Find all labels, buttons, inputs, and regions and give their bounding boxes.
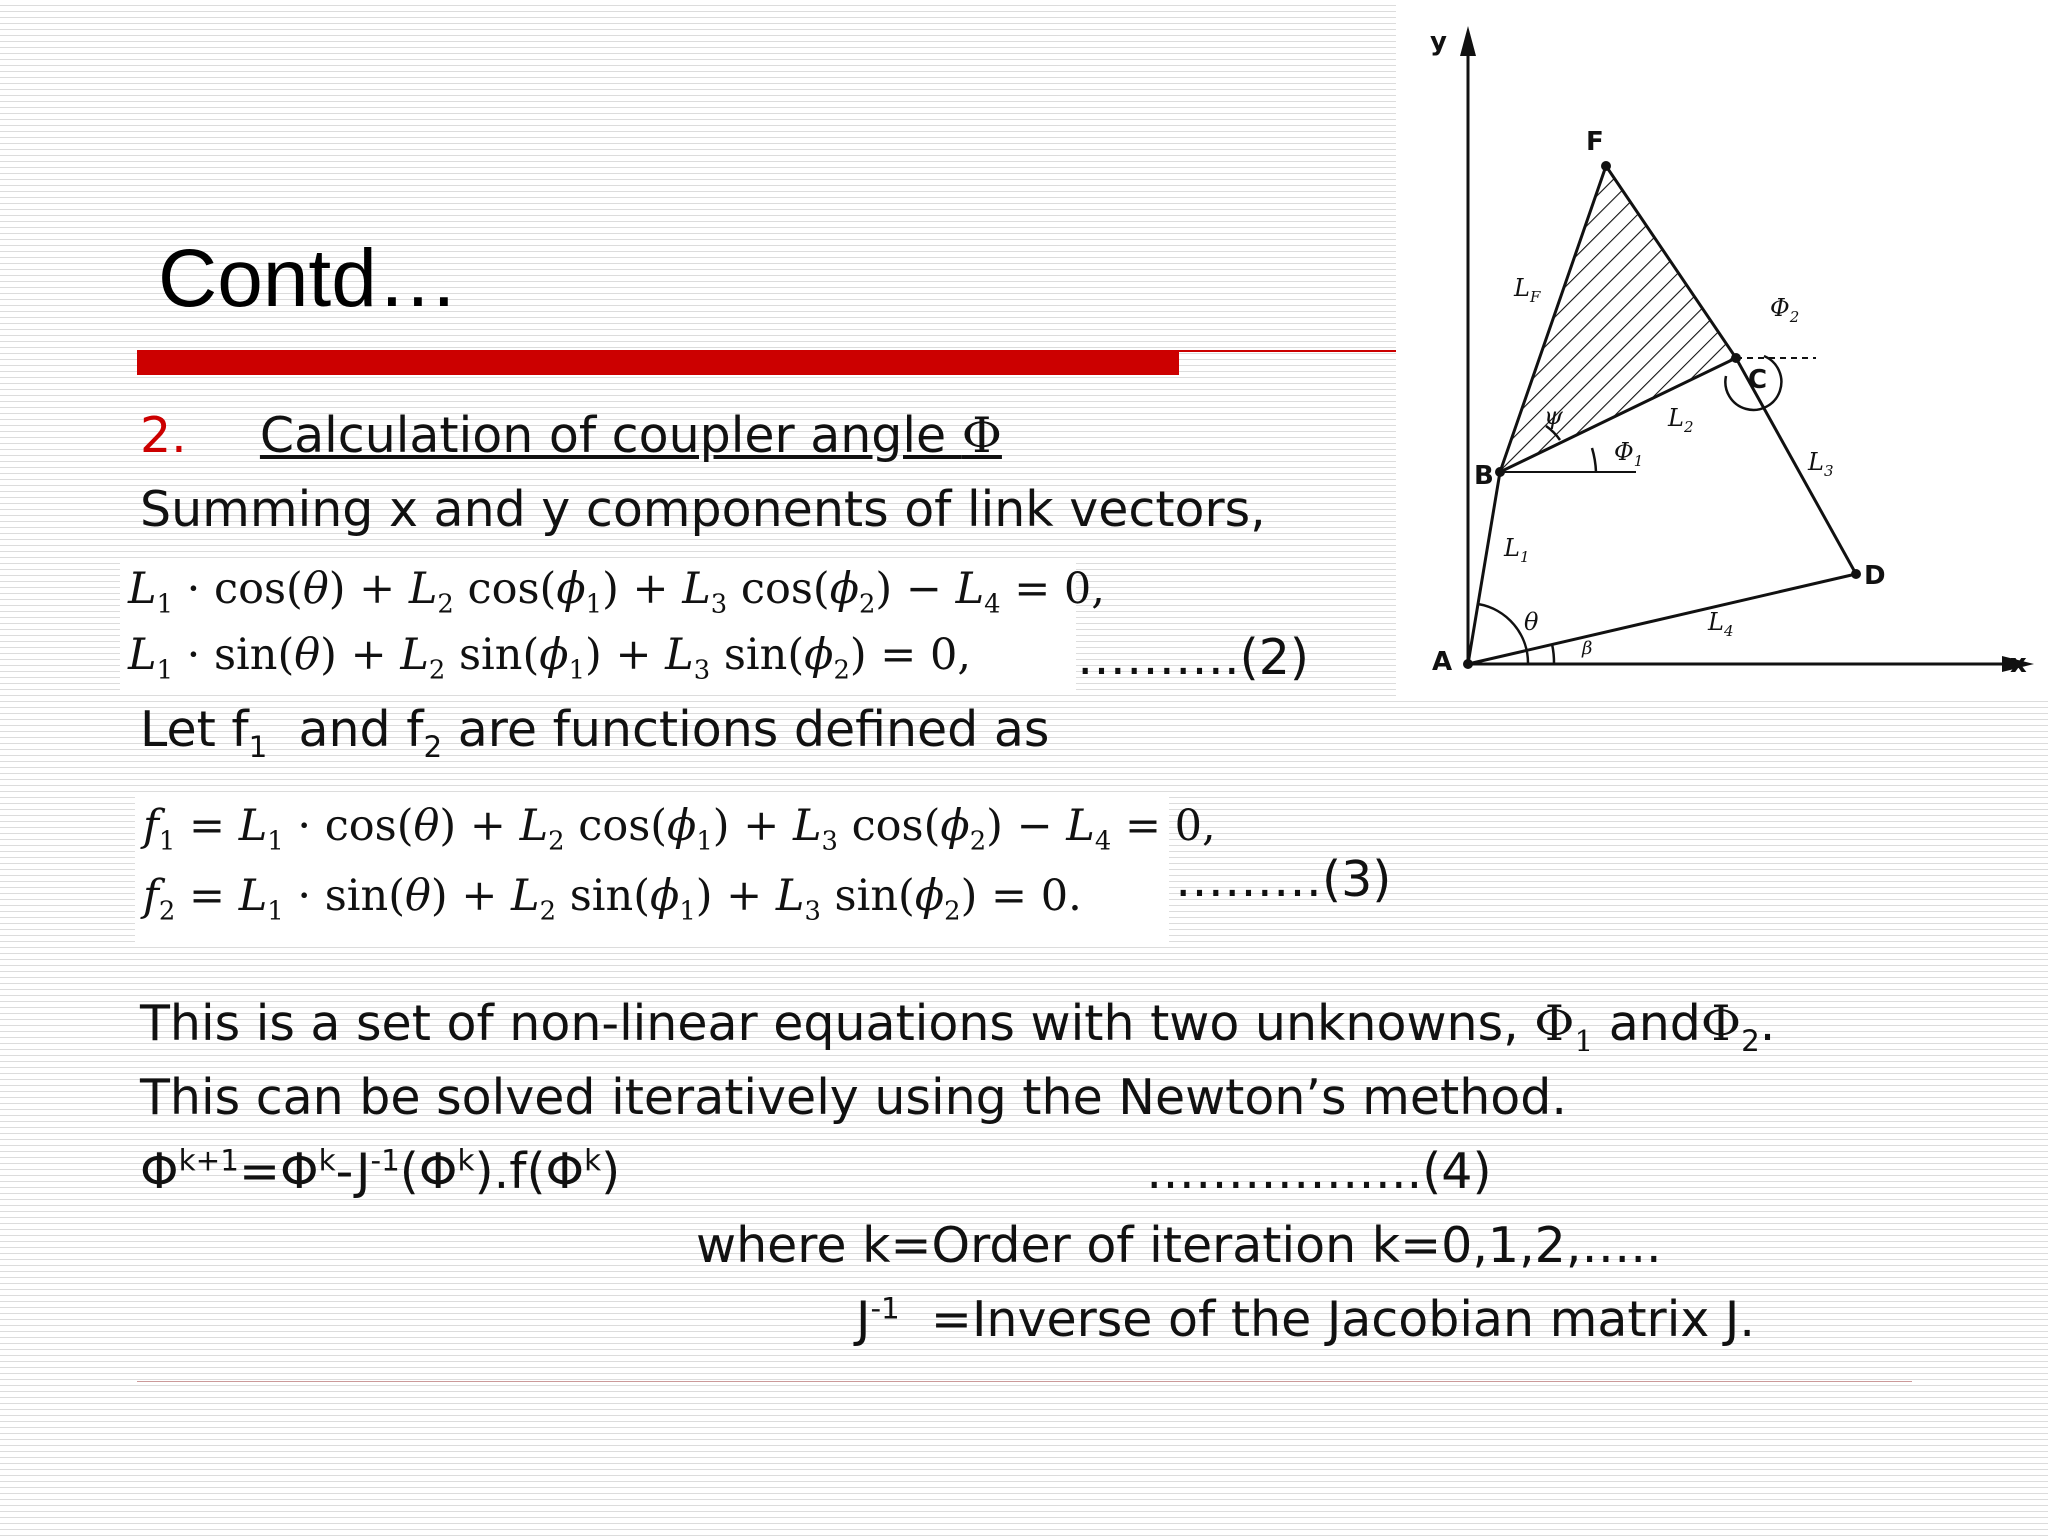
point-a-label: A: [1432, 647, 1453, 677]
bottom-rule: [137, 1381, 1912, 1382]
theta-label: θ: [1524, 608, 1539, 636]
nonlinear-text: This is a set of non-linear equations with two unknowns, $\Phi_1$ andΦ$_2$.: [140, 995, 1776, 1058]
link-l1: [1468, 472, 1500, 664]
joint-d: [1851, 569, 1861, 579]
psi-label: ψ: [1544, 402, 1563, 430]
title-accent-bar: [137, 350, 1179, 375]
phi1-label: $\Phi_1$: [1614, 438, 1644, 470]
equation-3-line-2: $f_2 = L_1 \cdot \sin(\theta) + L_2$ $\sin(\phi_1) + L_3$ $\sin(\phi_2) = 0$.: [143, 871, 1082, 927]
equation-4-ref: ……………..(4): [1146, 1143, 1492, 1200]
slide-title: Contd…: [158, 233, 459, 324]
joint-b: [1495, 467, 1505, 477]
point-d-label: D: [1864, 561, 1886, 591]
title-accent-line: [1179, 350, 1397, 352]
point-f-label: F: [1586, 127, 1604, 157]
equation-4: $\Phi^{k+1}=\Phi^k-J^{-1}(\Phi^k).f(\Phi^k)$: [140, 1143, 621, 1200]
joint-f: [1601, 161, 1611, 171]
beta-arc: [1552, 644, 1554, 664]
y-axis-arrow: [1460, 26, 1476, 56]
link-l3-label: $L_3$: [1808, 448, 1834, 480]
heading-number: 2.: [140, 407, 187, 464]
where-text: where k=Order of iteration k=0,1,2,…..: [696, 1217, 1662, 1274]
equation-2-ref: ……….(2): [1077, 629, 1309, 686]
equation-2-image: [120, 560, 1105, 690]
newton-text: This can be solved iteratively using the Newton’s method.: [140, 1069, 1567, 1126]
beta-label: β: [1582, 638, 1593, 659]
link-l4-label: $L_4$: [1708, 608, 1734, 640]
axis-x-label: x: [2010, 649, 2027, 679]
heading-text: Calculation of coupler angle Φ: [259, 407, 1002, 464]
linkage-diagram: [1396, 0, 2048, 700]
joint-c: [1731, 353, 1741, 363]
phi1-arc: [1592, 448, 1596, 472]
summing-text: Summing x and y components of link vectors,: [140, 481, 1266, 538]
equation-3-image: [135, 795, 1216, 947]
point-b-label: B: [1474, 461, 1494, 491]
equation-2-line-2: $L_1 \cdot \sin(\theta) + L_2$ $\sin(\phi_1) + L_3$ $\sin(\phi_2) = 0$,: [128, 630, 972, 686]
equation-3-line-1: $f_1 = L_1 \cdot \cos(\theta) + L_2$ $\cos(\phi_1) + L_3$ $\cos(\phi_2) - L_4 = 0$,: [143, 801, 1216, 857]
linkage-figure: [1396, 0, 2048, 700]
coupler-triangle: [1500, 166, 1736, 472]
link-l2-label: $L_2$: [1668, 404, 1694, 436]
joint-a: [1463, 659, 1473, 669]
equation-3-ref: ………(3): [1175, 851, 1392, 908]
section-heading: [140, 408, 1002, 464]
link-lf-label: $L_F$: [1514, 274, 1541, 306]
link-l1-label: $L_1$: [1504, 534, 1530, 566]
phi2-label: $\Phi_2$: [1770, 294, 1800, 326]
equation-2-line-1: $L_1 \cdot \cos(\theta) + L_2$ $\cos(\phi_1) + L_3$ $\cos(\phi_2) - L_4 = 0$,: [128, 564, 1105, 620]
axis-y-label: y: [1430, 27, 1447, 57]
let-functions-text: Let $f_1$ and $f_2$ are functions defined as: [140, 701, 1050, 764]
point-c-label: C: [1748, 365, 1768, 395]
jacobian-text: $J^{-1}$ =Inverse of the Jacobian matrix J.: [856, 1291, 1755, 1348]
